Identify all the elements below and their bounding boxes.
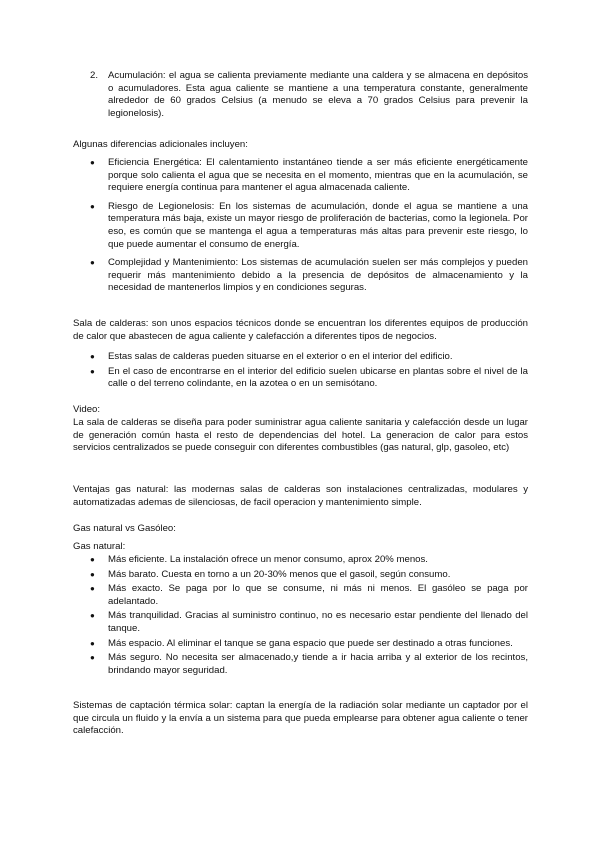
bullet-icon: ●: [90, 201, 95, 211]
gas-natural-heading: Gas natural:: [73, 541, 126, 552]
video-paragraph: La sala de calderas se diseña para poder suministrar agua caliente sanitaria y calefacción desde un lugar de generación común hasta el resto de dependencias del hotel. La generacion de calor para estos servicios centralizados se puede conseguir con diferentes combustibles (gas natural, glp, gasoleo, etc): [73, 417, 528, 454]
list-item-text: Estas salas de calderas pueden situarse en el exterior o en el interior del edificio.: [108, 351, 453, 362]
differences-list: [0, 157, 600, 295]
list-item: [0, 554, 600, 567]
list-item: [0, 366, 600, 391]
bullet-icon: ●: [90, 584, 95, 594]
list-item-text: Más tranquilidad. Gracias al suministro continuo, no es necesario estar pendiente del llenado del tanque.: [108, 610, 528, 634]
sala-calderas-paragraph: Sala de calderas: son unos espacios técnicos donde se encuentran los diferentes equipos de producción de calor que abastecen de agua caliente y calefacción a diferentes tipos de negocios.: [73, 318, 528, 342]
list-item: [0, 652, 600, 677]
list-item-text: Más seguro. No necesita ser almacenado,y tiende a ir hacia arriba y al exterior de los recintos, brindando mayor seguridad.: [108, 652, 528, 676]
bullet-icon: ●: [90, 352, 95, 361]
bullet-icon: ●: [90, 158, 95, 167]
list-item: [0, 351, 600, 364]
list-item: [0, 638, 600, 651]
bullet-icon: ●: [90, 638, 95, 648]
list-item-text: En el caso de encontrarse en el interior del edificio suelen ubicarse en plantas sobre el nivel de la calle o del terreno colindante, en la azotea o en un semisótano.: [108, 365, 528, 390]
list-item-text: Más eficiente. La instalación ofrece un menor consumo, aprox 20% menos.: [108, 554, 428, 565]
item-number: 2.: [90, 70, 99, 81]
bullet-icon: ●: [90, 611, 95, 621]
list-item-text: Complejidad y Mantenimiento: Los sistemas de acumulación suelen ser más complejos y pueden requerir más mantenimiento debido a la presencia de depósitos de almacenamiento y la necesidad de mantenerlos limpios y en condiciones seguras.: [108, 257, 528, 294]
list-item-text: Más exacto. Se paga por lo que se consume, ni más ni menos. El gasóleo se paga por adelantado.: [108, 583, 528, 607]
bullet-icon: ●: [90, 569, 95, 579]
ventajas-paragraph: Ventajas gas natural: las modernas salas de calderas son instalaciones centralizadas, modulares y automatizadas ademas de silenciosas, de facil operacion y mantenimiento simple.: [73, 484, 528, 508]
list-item: [0, 610, 600, 635]
bullet-icon: ●: [90, 258, 95, 268]
list-item: [0, 569, 600, 582]
list-item: [0, 257, 600, 295]
differences-heading: Algunas diferencias adicionales incluyen:: [73, 139, 248, 150]
video-heading: Video:: [73, 404, 101, 415]
gas-natural-list: [0, 554, 600, 677]
item-text: Acumulación: el agua se calienta previamente mediante una caldera y se almacena en depósitos o acumuladores. Esta agua caliente se mantiene a una temperatura constante, generalmente alrededor de 60 grados Celsius (a menudo se eleva a 70 grados Celsius para prevenir la legionelosis).: [108, 70, 528, 119]
bullet-icon: ●: [90, 366, 95, 376]
list-item: [0, 583, 600, 608]
bullet-icon: ●: [90, 555, 95, 564]
gas-vs-heading: Gas natural vs Gasóleo:: [73, 523, 176, 534]
list-item-text: Riesgo de Legionelosis: En los sistemas de acumulación, donde el agua se mantiene a una temperatura más baja, existe un mayor riesgo de proliferación de bacterias, como la legionela. Por eso, es común que se mantenga el agua a temperaturas más altas para prevenir este riesgo, lo que puede aumentar el consumo de energía.: [108, 200, 528, 250]
list-item: [0, 201, 600, 251]
bullet-icon: ●: [90, 653, 95, 663]
list-item-text: Más barato. Cuesta en torno a un 20-30% menos que el gasoil, según consumo.: [108, 568, 451, 580]
list-item-text: Más espacio. Al eliminar el tanque se gana espacio que puede ser destinado a otras funciones.: [108, 637, 513, 649]
solar-paragraph: Sistemas de captación térmica solar: captan la energía de la radiación solar mediante un captador por el que circula un fluido y la envía a un sistema para que pueda emplearse para obtener agua caliente o tener calefacción.: [73, 700, 528, 737]
list-item: [0, 157, 600, 195]
sala-calderas-list: [0, 351, 600, 391]
list-item-text: Eficiencia Energética: El calentamiento instantáneo tiende a ser más eficiente energéticamente porque solo calienta el agua que se necesita en el momento, mientras que en la acumulación, se requiere energía continua para mantener el agua almacenada caliente.: [108, 157, 528, 194]
